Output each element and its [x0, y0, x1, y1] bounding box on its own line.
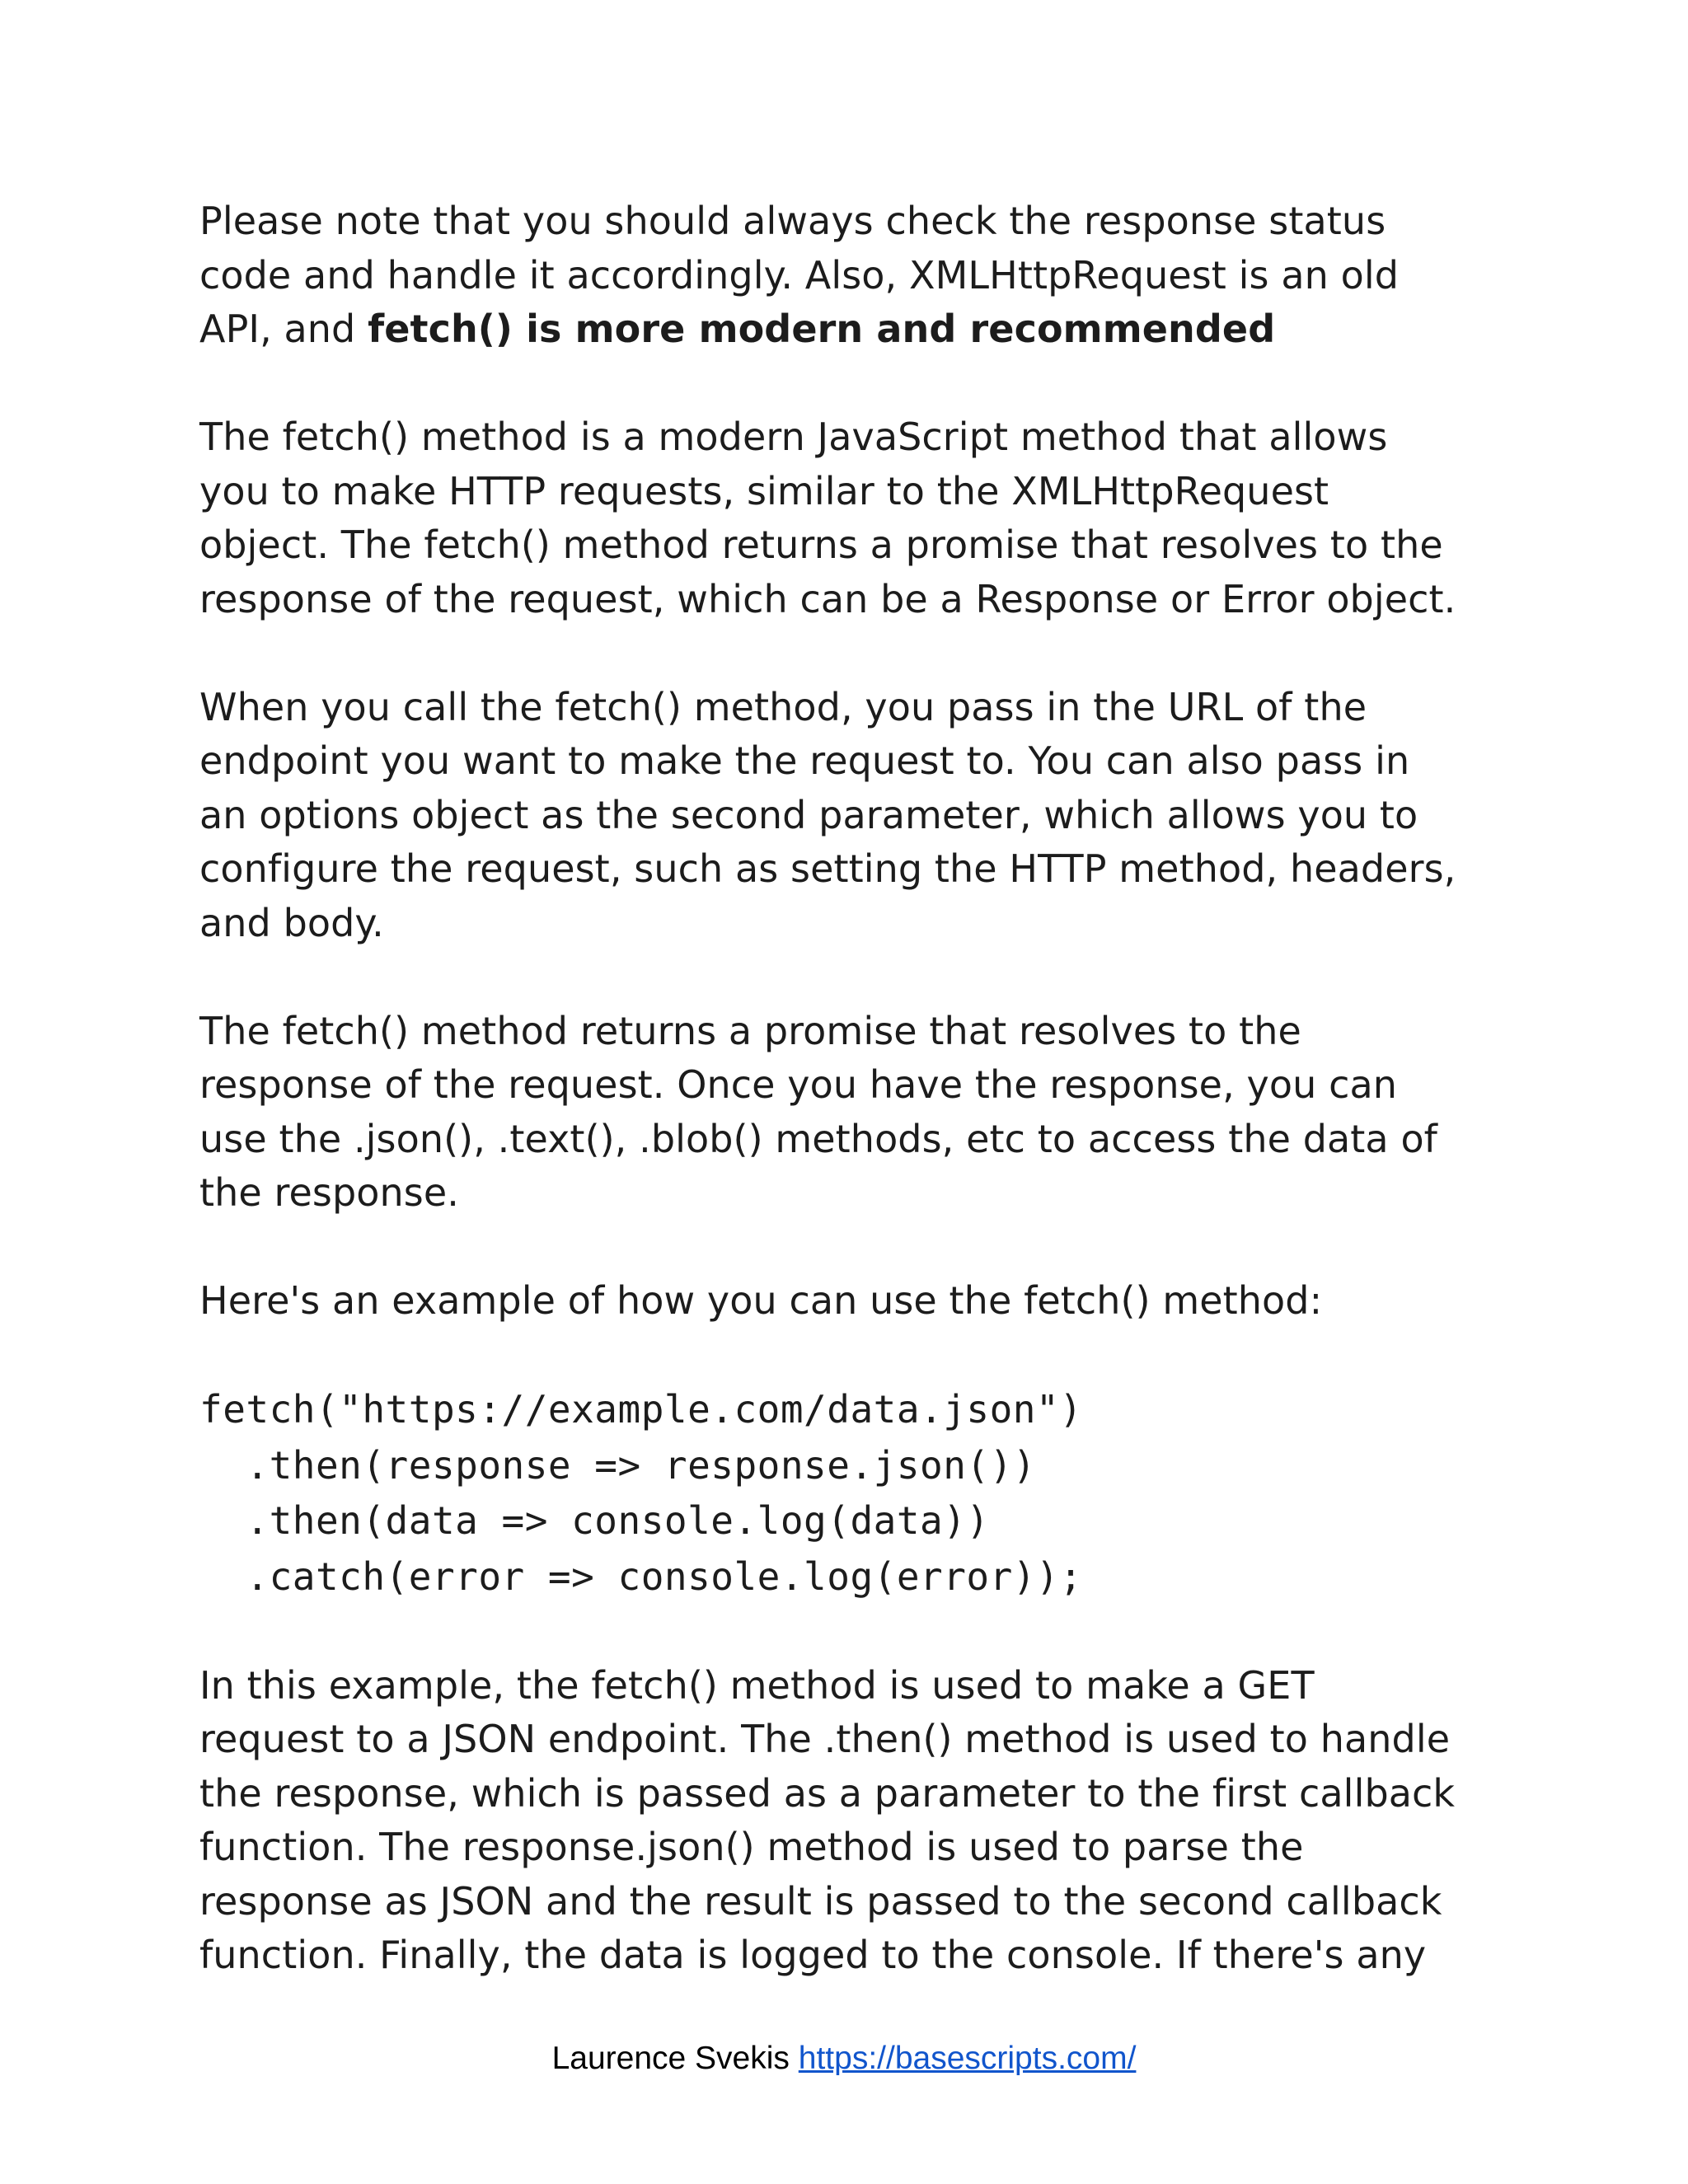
paragraph-status-note-bold: fetch() is more modern and recommended [368, 307, 1276, 351]
paragraph-fetch-promise: The fetch() method returns a promise that resolves to the response of the request. Once you have the response, you can use the .json(), .text(), .blob() methods, etc to access the data of the response. [199, 1008, 1437, 1215]
paragraph-example-intro: Here's an example of how you can use the fetch() method: [199, 1278, 1323, 1323]
paragraph-status-note-text: Please note that you should always check the response status code and handle it accordingly. Also, XMLHttpRequest is an old API, and [199, 199, 1400, 351]
paragraph-gap [199, 357, 1518, 411]
paragraph-fetch-intro: The fetch() method is a modern JavaScript method that allows you to make HTTP requests, similar to the XMLHttpRequest object. The fetch() method returns a promise that resolves to the response of the request, which can be a Response or Error object. [199, 415, 1456, 621]
code-line: .then(response => response.json()) [199, 1442, 1036, 1488]
paragraph-gap [199, 1605, 1518, 1659]
footer-author: Laurence Svekis [551, 2041, 790, 2076]
paragraph-example-explanation: In this example, the fetch() method is used to make a GET request to a JSON endpoint. The .then() method is used to handle the response, which is passed as a parameter to the first callback function. The response.json() method is used to parse the response as JSON and the result is passed to the second callback function. Finally, the data is logged to the console. If there's any [199, 1662, 1456, 1977]
code-line: .catch(error => console.log(error)); [199, 1554, 1083, 1599]
paragraph-status-note [199, 194, 1518, 357]
paragraph-fetch-call: When you call the fetch() method, you pass in the URL of the endpoint you want to make the request to. You can also pass in an options object as the second parameter, which allows you to configure the request, such as setting the HTTP method, headers, and body. [199, 684, 1456, 945]
footer-link[interactable]: https://basescripts.com/ [798, 2041, 1137, 2076]
paragraph-gap [199, 1221, 1518, 1275]
page-footer [0, 2039, 1688, 2079]
code-line: .then(data => console.log(data)) [199, 1498, 990, 1543]
document-body [199, 194, 1518, 1983]
code-block [199, 1382, 1518, 1605]
paragraph-gap [199, 626, 1518, 681]
paragraph-gap [199, 950, 1518, 1005]
paragraph-gap [199, 1329, 1518, 1383]
code-line: fetch("https://example.com/data.json") [199, 1387, 1083, 1432]
